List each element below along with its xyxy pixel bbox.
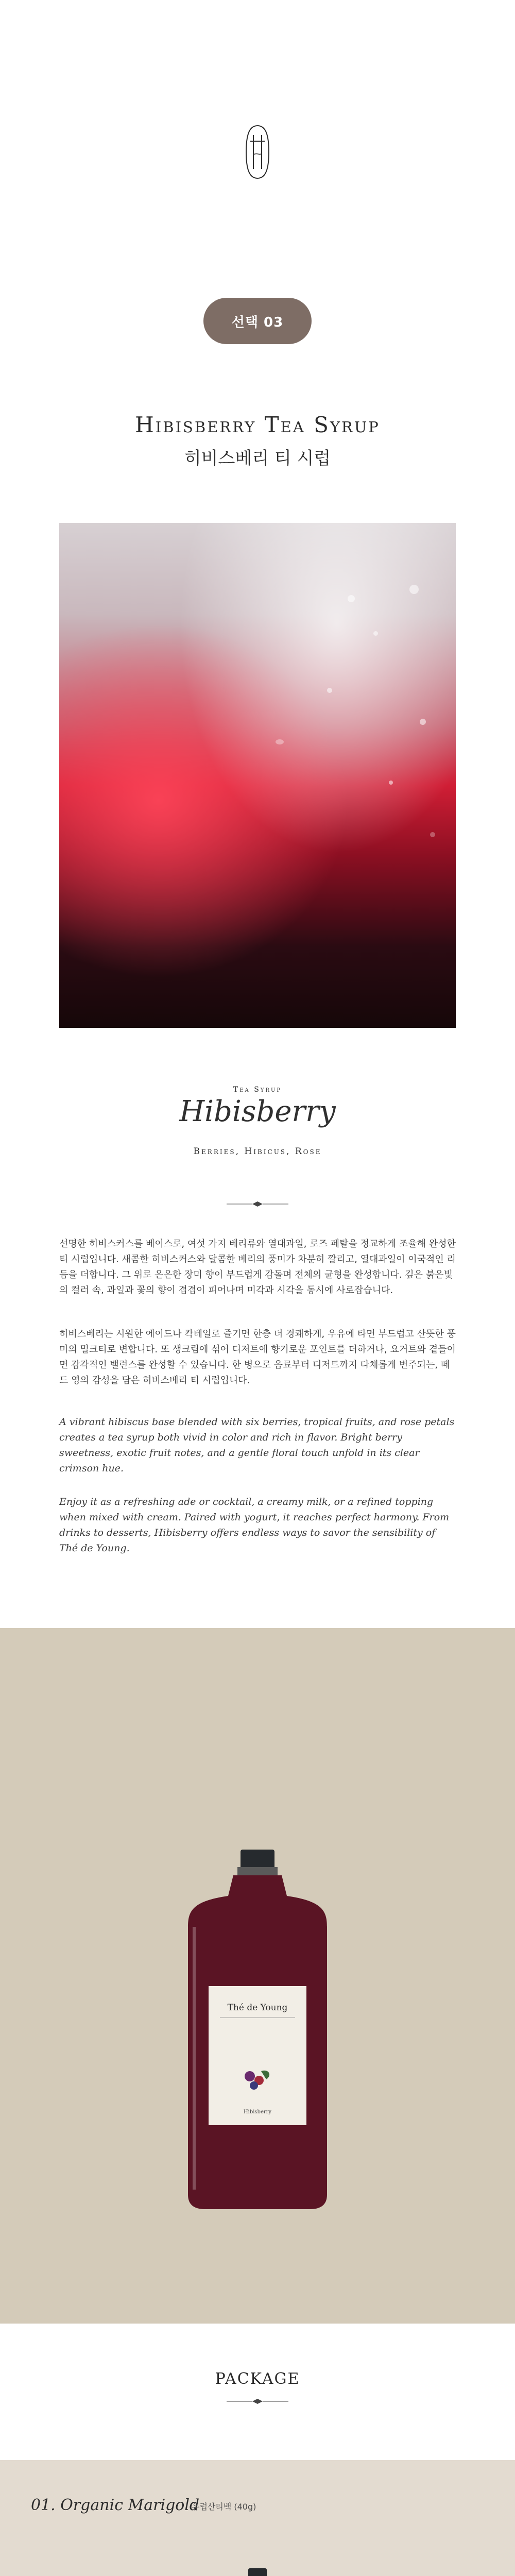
flavor-notes: Berries, Hibicus, Rose xyxy=(193,1146,322,1157)
ornament-divider-icon xyxy=(227,1200,288,1208)
description-en-1: A vibrant hibiscus base blended with six berries, tropical fruits, and rose petals creates a tea syrup both vivid in color and rich in flavor. Bright berry sweetness, exotic fruit notes, and a gentle floral touch unfold in its clear crimson hue. xyxy=(59,1416,455,1474)
hero-syrup-photo xyxy=(59,523,456,1028)
package-item-title: 01. Organic Marigold xyxy=(31,2496,200,2514)
syrup-bottle-image xyxy=(184,1850,331,2210)
product-title-ko: 히비스베리 티 시럽 xyxy=(184,448,331,469)
selection-badge-label: 선택 03 xyxy=(231,314,284,330)
bottle-sub-text: Hibisberry xyxy=(243,2109,272,2115)
description-ko-2: 히비스베리는 시원한 에이드나 칵테일로 즐기면 한층 더 경쾌하게, 우유에 타면 부드럽고 산뜻한 풍미의 밀크티로 변합니다. 또 생크림에 섞어 디저트에 향기로운 포인트를 더하거나, 요거트와 곁들이면 감각적인 밸런스를 완성할 수 있습니다. 한 병으로 음료부터 디저트까지 다채롭게 변주되는, 떼 드 영의 감성을 담은 히비스베리 티 시럽입니다. xyxy=(59,1329,456,1386)
description-ko-1: 선명한 히비스커스를 베이스로, 여섯 가지 베리류와 열대과일, 로즈 페탈을 정교하게 조율해 완성한 티 시럽입니다. 새콤한 히비스커스와 달콤한 베리의 풍미가 차분히 깔리고, 열대과일이 이국적인 리듬을 더합니다. 그 위로 은은한 장미 향이 부드럽게 감돌며 전체의 균형을 완성합니다. 깊은 붉은빛의 컬러 속, 과일과 꽃의 향이 겹겹이 피어나며 미각과 시각을 동시에 사로잡습니다. xyxy=(59,1239,456,1296)
package-bottle-image xyxy=(216,2568,299,2576)
brand-logo-icon xyxy=(242,124,273,180)
product-name-script: Hibisberry xyxy=(179,1095,336,1128)
product-title-en: Hibisberry Tea Syrup xyxy=(135,412,380,437)
package-item-note: 유럽산티백 (40g) xyxy=(192,2502,256,2512)
package-detail-section xyxy=(0,2460,515,2576)
package-title: PACKAGE xyxy=(215,2370,300,2388)
ornament-divider-icon xyxy=(227,2398,288,2405)
description-en-2: Enjoy it as a refreshing ade or cocktail, a creamy milk, or a refined topping when mixed with cream. Paired with yogurt, it reaches perfect harmony. From drinks to desserts, Hibisberry offers endless ways to savor the sensibility of Thé de Young. xyxy=(59,1496,450,1554)
bottle-brand-text: Thé de Young xyxy=(227,2003,288,2013)
selection-badge xyxy=(203,298,312,344)
category-label: Tea Syrup xyxy=(233,1086,282,1094)
